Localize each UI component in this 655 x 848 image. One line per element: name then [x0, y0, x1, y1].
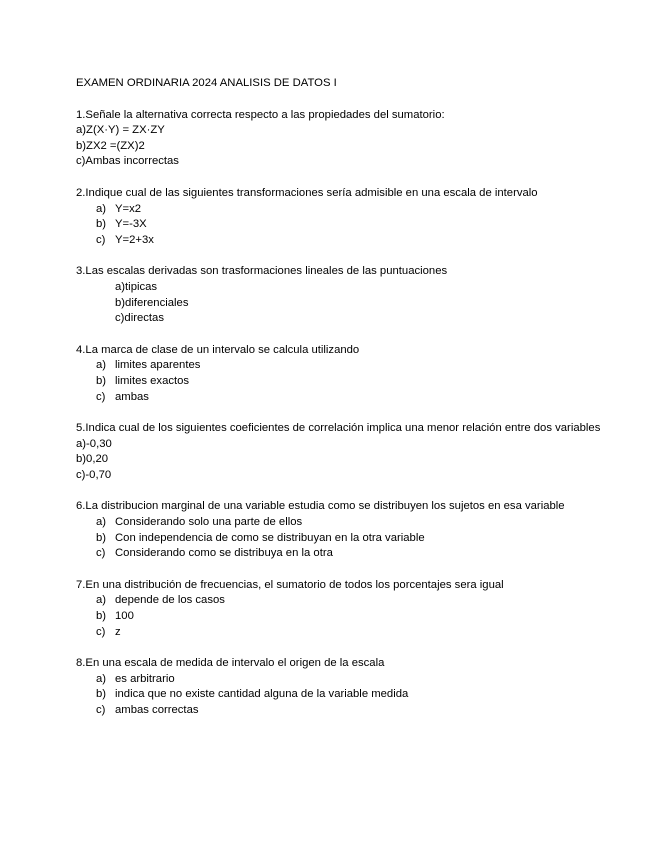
question-text: 1.Señale la alternativa correcta respecto a las propiedades del sumatorio: [76, 108, 445, 121]
option-letter: b) [96, 688, 107, 701]
question-3 [76, 264, 616, 326]
option-letter: a) [96, 359, 107, 372]
option-text: es arbitrario [115, 672, 175, 685]
option-text: ambas correctas [115, 704, 199, 716]
option-letter: b) [96, 374, 107, 387]
option-text: Y=-3X [115, 218, 147, 231]
option-text: indica que no existe cantidad alguna de la variable medida [115, 688, 409, 701]
question-2 [76, 186, 616, 248]
option-text: 100 [115, 610, 134, 623]
option-letter: b) [96, 218, 107, 231]
option-text: ambas [115, 390, 149, 403]
option-text: Y=2+3x [115, 233, 154, 246]
option-text: Y=x2 [115, 202, 142, 215]
option-text: limites aparentes [115, 359, 201, 372]
option-a [76, 515, 616, 531]
question-8 [76, 656, 616, 718]
option-letter: a) [96, 672, 107, 685]
option-b [76, 217, 616, 233]
question-4 [76, 343, 616, 405]
question-1 [76, 108, 616, 170]
option-text: z [115, 625, 121, 638]
option-b [76, 374, 616, 390]
question-text: 8.En una escala de medida de intervalo el origen de la escala [76, 657, 385, 670]
option-b [76, 609, 616, 625]
option-a [76, 358, 616, 374]
option-b: b)0,20 [76, 453, 109, 466]
option-a: a)Z(X·Y) = ZX·ZY [76, 124, 165, 137]
option-a: a)tipicas [115, 280, 158, 293]
option-c: c)-0,70 [76, 468, 112, 481]
question-text: 6.La distribucion marginal de una variable estudia como se distribuyen los sujetos en esa variable [76, 500, 565, 513]
question-text: 2.Indique cual de las siguientes transformaciones sería admisible en una escala de intervalo [76, 186, 538, 199]
option-text: Con independencia de como se distribuyan en la otra variable [115, 531, 425, 544]
option-c [76, 233, 616, 249]
option-c [76, 390, 616, 406]
option-letter: c) [96, 547, 106, 560]
option-b: b)ZX2 =(ZX)2 [76, 139, 145, 152]
question-5 [76, 421, 616, 483]
question-7 [76, 578, 616, 640]
exam-document [76, 76, 616, 735]
option-letter: c) [96, 390, 106, 403]
option-letter: a) [96, 594, 107, 607]
question-text: 3.Las escalas derivadas son trasformaciones lineales de las puntuaciones [76, 265, 448, 278]
question-6 [76, 499, 616, 561]
option-letter: c) [96, 704, 106, 716]
exam-title: EXAMEN ORDINARIA 2024 ANALISIS DE DATOS I [76, 77, 337, 89]
option-letter: a) [96, 516, 107, 529]
option-a: a)-0,30 [76, 437, 112, 450]
option-text: limites exactos [115, 374, 190, 387]
question-text: 7.En una distribución de frecuencias, el sumatorio de todos los porcentajes sera igual [76, 578, 504, 591]
option-b: b)diferenciales [115, 296, 189, 309]
option-text: Considerando como se distribuya en la otra [115, 547, 333, 560]
option-b [76, 531, 616, 547]
option-b [76, 687, 616, 703]
question-text: 4.La marca de clase de un intervalo se calcula utilizando [76, 343, 360, 356]
option-text: depende de los casos [115, 594, 225, 607]
option-a [76, 593, 616, 609]
option-letter: c) [96, 625, 106, 638]
option-text: Considerando solo una parte de ellos [115, 516, 303, 529]
option-a [76, 672, 616, 688]
option-c [76, 546, 616, 562]
question-text: 5.Indica cual de los siguientes coeficientes de correlación implica una menor relación entre dos variables [76, 422, 601, 435]
option-letter: c) [96, 233, 106, 246]
option-c: c)Ambas incorrectas [76, 155, 179, 168]
option-c: c)directas [115, 312, 164, 325]
option-c [76, 625, 616, 641]
option-c [76, 703, 616, 719]
option-a [76, 202, 616, 218]
option-letter: a) [96, 202, 107, 215]
option-letter: b) [96, 610, 107, 623]
option-letter: b) [96, 531, 107, 544]
